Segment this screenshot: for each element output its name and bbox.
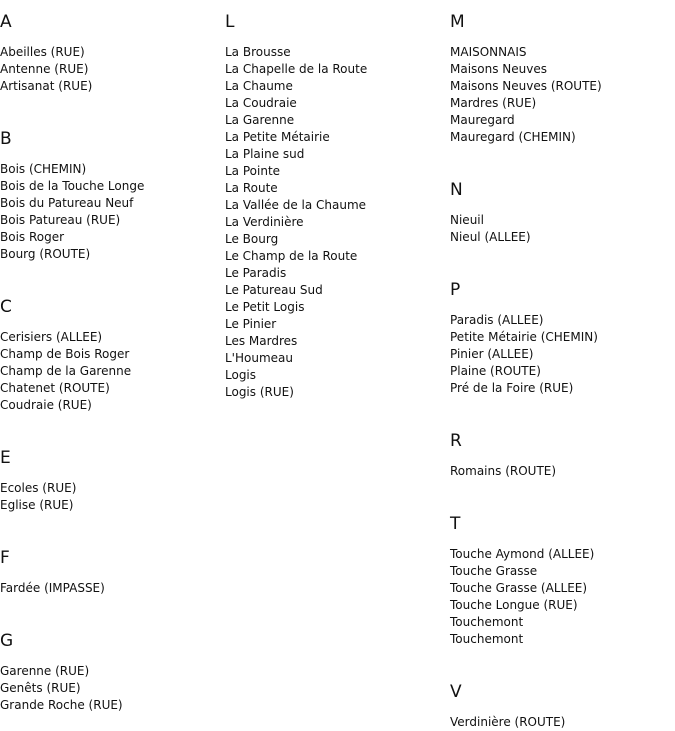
street-name: Le Patureau Sud [225,283,323,297]
letter-heading: E [0,448,11,468]
letter-section [0,129,220,263]
street-name: La Chapelle de la Route [225,62,368,76]
street-name: L'Houmeau [225,351,293,365]
letter-heading: F [0,548,10,568]
street-name: Coudraie (RUE) [0,398,92,412]
street-name: Petite Métairie (CHEMIN) [450,330,598,344]
section-spacer [0,514,220,536]
street-name: Le Champ de la Route [225,249,358,263]
letter-section [0,448,220,514]
street-name: Touche Longue (RUE) [450,598,578,612]
street-name: Grande Roche (RUE) [0,698,123,712]
letter-section [0,548,220,597]
section-spacer [0,597,220,619]
street-name: MAISONNAIS [450,45,527,59]
street-name: Touchemont [450,615,524,629]
street-list [0,580,220,597]
street-name: Maisons Neuves (ROUTE) [450,79,602,93]
street-index-column-2 [225,0,445,401]
street-name: Mauregard (CHEMIN) [450,130,576,144]
street-name: Logis (RUE) [225,385,294,399]
street-name: Fardée (IMPASSE) [0,581,105,595]
street-name: La Plaine sud [225,147,305,161]
street-name: La Petite Métairie [225,130,330,144]
street-list [0,329,220,414]
street-name: Chatenet (ROUTE) [0,381,110,395]
street-list [450,463,675,480]
section-spacer [0,414,220,436]
letter-heading: P [450,280,461,300]
street-list [0,44,220,95]
street-name: Champ de la Garenne [0,364,132,378]
street-name: Bois du Patureau Neuf [0,196,134,210]
letter-section [450,12,675,146]
letter-heading: B [0,129,12,149]
street-name: La Coudraie [225,96,297,110]
section-spacer [450,246,675,268]
street-name: Maisons Neuves [450,62,548,76]
street-name: Verdinière (ROUTE) [450,715,566,729]
letter-section [450,180,675,246]
section-spacer [0,95,220,117]
street-name: Eglise (RUE) [0,498,74,512]
street-name: Genêts (RUE) [0,681,81,695]
letter-heading: T [450,514,461,534]
letter-heading: R [450,431,462,451]
street-name: La Brousse [225,45,291,59]
street-name: Touche Grasse (ALLEE) [450,581,588,595]
street-name: La Route [225,181,278,195]
letter-heading: G [0,631,14,651]
section-spacer [0,263,220,285]
street-name: Bois (CHEMIN) [0,162,87,176]
street-name: Bourg (ROUTE) [0,247,91,261]
letter-heading: L [225,12,235,32]
street-name: Mardres (RUE) [450,96,537,110]
street-list [450,714,675,731]
street-index-column-1 [0,0,220,714]
street-name: Champ de Bois Roger [0,347,130,361]
street-name: Mauregard [450,113,515,127]
street-name: Touche Grasse [450,564,538,578]
letter-section [450,431,675,480]
street-name: Logis [225,368,257,382]
street-list [450,312,675,397]
street-name: Antenne (RUE) [0,62,89,76]
street-name: Paradis (ALLEE) [450,313,544,327]
street-list [0,161,220,263]
street-name: Romains (ROUTE) [450,464,557,478]
letter-heading: N [450,180,463,200]
letter-heading: V [450,682,462,702]
section-spacer [450,397,675,419]
street-list [0,663,220,714]
street-name: Pré de la Foire (RUE) [450,381,574,395]
street-name: Ecoles (RUE) [0,481,77,495]
street-name: Pinier (ALLEE) [450,347,534,361]
street-name: Le Petit Logis [225,300,305,314]
street-list [450,546,675,648]
street-list [450,44,675,146]
street-name: Touche Aymond (ALLEE) [450,547,595,561]
street-name: Le Pinier [225,317,277,331]
letter-section [0,297,220,414]
letter-section [450,682,675,731]
letter-heading: M [450,12,465,32]
street-name: Nieul (ALLEE) [450,230,531,244]
street-list [450,212,675,246]
street-name: La Verdinière [225,215,304,229]
street-name: Touchemont [450,632,524,646]
street-index-column-3 [450,0,675,731]
street-name: Bois Roger [0,230,65,244]
street-name: La Garenne [225,113,295,127]
street-list [0,480,220,514]
letter-section [450,514,675,648]
street-name: La Vallée de la Chaume [225,198,367,212]
letter-section [0,12,220,95]
letter-section [450,280,675,397]
street-name: Les Mardres [225,334,298,348]
street-name: Le Bourg [225,232,279,246]
street-name: Abeilles (RUE) [0,45,85,59]
letter-heading: C [0,297,12,317]
street-name: La Chaume [225,79,293,93]
section-spacer [450,480,675,502]
street-name: Bois Patureau (RUE) [0,213,121,227]
street-name: Bois de la Touche Longe [0,179,145,193]
letter-section [0,631,220,714]
street-name: Le Paradis [225,266,287,280]
street-list [225,44,445,401]
street-name: Garenne (RUE) [0,664,90,678]
letter-section [225,12,445,401]
street-name: Cerisiers (ALLEE) [0,330,103,344]
street-name: La Pointe [225,164,281,178]
letter-heading: A [0,12,12,32]
section-spacer [450,648,675,670]
street-name: Nieuil [450,213,484,227]
section-spacer [450,146,675,168]
street-name: Plaine (ROUTE) [450,364,541,378]
street-name: Artisanat (RUE) [0,79,93,93]
